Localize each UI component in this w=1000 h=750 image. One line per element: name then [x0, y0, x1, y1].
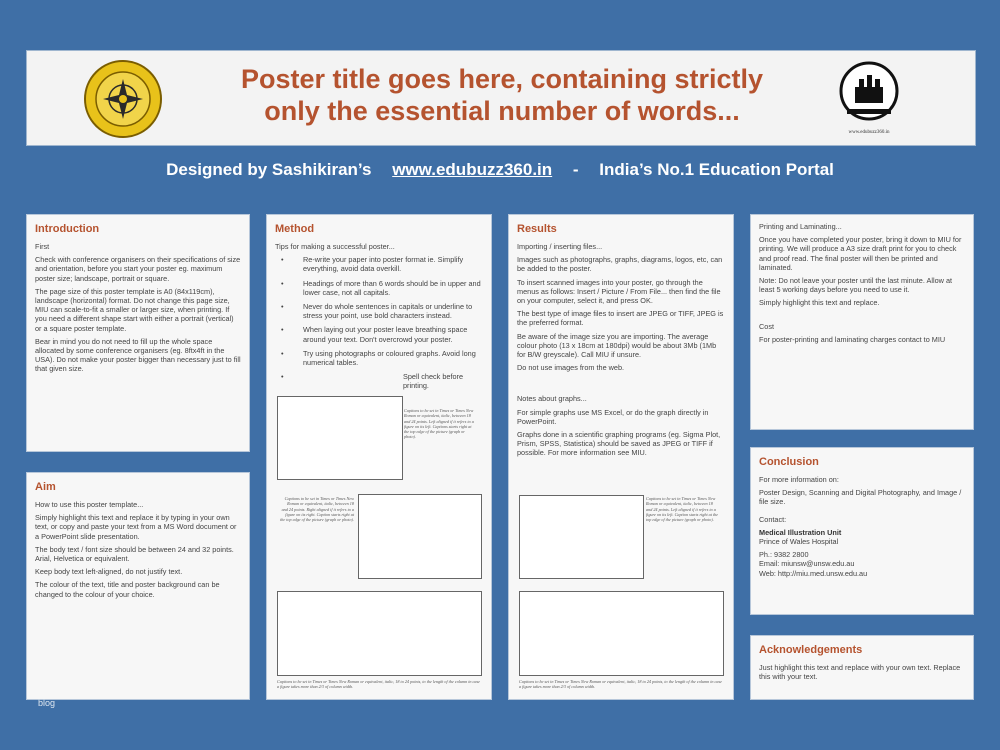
contact-email[interactable]: Email: miunsw@unsw.edu.au	[759, 559, 855, 569]
poster-title-line1: Poster title goes here, containing strictly	[240, 64, 764, 94]
results-figure-2	[519, 591, 724, 676]
method-tips-list	[275, 255, 483, 390]
graphs-note: Notes about graphs...	[517, 394, 587, 404]
introduction-para: The page size of this poster template is A0 (84x119cm), landscape (horizontal) format. Do not change this page size, MIU can scale-to-fit a smaller or larger size, when printing. If you need a different shape start with either a portrait (vertical) or a square poster template.	[35, 286, 234, 333]
aim-heading: Aim	[35, 481, 56, 493]
acknowledgements-panel	[750, 635, 974, 700]
designed-by-text: Designed by Sashikiran’s	[166, 160, 372, 179]
byline	[0, 160, 1000, 180]
university-logo-right	[833, 61, 905, 141]
method-tip: • Headings of more than 6 words should be in upper and lower case, not all capitals.	[303, 279, 483, 297]
introduction-para: Check with conference organisers on their specifications of size and orientation, before you start your poster eg. maximum poster size; landscape, portrait or square.	[35, 255, 241, 283]
contact-line: Ph.: 9382 2800	[759, 550, 809, 560]
conclusion-heading: Conclusion	[759, 456, 819, 468]
results-para: Importing / inserting files...	[517, 242, 603, 251]
method-caption-1: Captions to be set in Times or Times New Roman or equivalent, italic, between 18 and 24 points. Left aligned if it refers to a figure on its left. Captions starts right at the top edge of the picture (graph or photo).	[404, 408, 474, 440]
method-tip: • Spell check before printing.	[303, 372, 483, 390]
results-spacer	[517, 376, 725, 394]
conclusion-para: For more information on:	[759, 475, 839, 484]
blog-watermark: blog	[38, 698, 56, 708]
right-logo-caption: www.edubuzz360.in	[848, 130, 890, 135]
acknowledgements-text: Just highlight this text and replace with your own text. Replace this with your text.	[759, 663, 961, 682]
university-emblem-icon	[833, 61, 905, 125]
conclusion-para: Poster Design, Scanning and Digital Photography, and Image / file size.	[759, 488, 962, 507]
poster-title	[167, 63, 837, 127]
printing-para: Printing and Laminating...	[759, 222, 842, 231]
university-seal-logo-left	[83, 59, 163, 139]
method-intro: Tips for making a successful poster...	[275, 242, 395, 251]
tagline-text: India’s No.1 Education Portal	[599, 160, 834, 179]
printing-para: Note: Do not leave your poster until the last minute. Allow at least 5 working days before you need to use it.	[759, 276, 953, 295]
method-caption-2: Captions to be set in Times or Times New Roman or equivalent, italic, between 18 and 24 points. Right aligned if it refers to a figure on its right. Caption starts right at the top edge of the picture (graph or photo).	[280, 496, 354, 523]
introduction-heading: Introduction	[35, 223, 100, 235]
results-para: Be aware of the image size you are importing. The average colour photo (13 x 18cm at 180dpi) would be about 3Mb (1Mb for B/W greyscale). Call MIU if unsure.	[517, 331, 717, 360]
introduction-para: First	[35, 242, 50, 251]
printing-para: For poster-printing and laminating charges contact to MIU	[759, 334, 946, 344]
results-caption-2: Captions to be set in Times or Times New Roman or equivalent, italic, 18 to 24 points, to the length of the column in case a figure takes more than 2/3 of column width.	[519, 679, 722, 690]
graphs-note: For simple graphs use MS Excel, or do the graph directly in PowerPoint.	[517, 407, 709, 426]
printing-para: Cost	[759, 321, 775, 331]
aim-para: How to use this poster template...	[35, 500, 144, 509]
results-para: Do not use images from the web.	[517, 363, 625, 373]
aim-panel	[26, 472, 250, 700]
aim-para: Keep body text left-aligned, do not justify text.	[35, 567, 183, 577]
printing-panel	[750, 214, 974, 430]
contact-name-text: Medical Illustration Unit	[759, 527, 842, 537]
method-tip: • Try using photographs or coloured graphs. Avoid long numerical tables.	[303, 349, 483, 367]
website-link[interactable]: www.edubuzz360.in	[392, 160, 553, 179]
poster-header	[26, 50, 976, 146]
method-heading: Method	[275, 223, 315, 235]
conclusion-para: Contact:	[759, 514, 787, 524]
aim-para: The body text / font size should be between 24 and 32 points. Arial, Helvetica or equivalent.	[35, 544, 234, 564]
graphs-note: Graphs done in a scientific graphing programs (eg. Sigma Plot, Prism, SPSS, Statistica) should be saved as JPEG or TIFF if possible. For more information see MIU.	[517, 430, 721, 458]
method-figure-2	[358, 494, 482, 579]
introduction-para: Bear in mind you do not need to fill up the whole space allocated by some conference organisers (eg. 8ftx4ft in the USA). Do not make your poster bigger than necessary just to fill that given size.	[35, 336, 241, 374]
method-tip: • Re-write your paper into poster format ie. Simplify everything, avoid data overkill.	[303, 255, 483, 273]
printing-para: Simply highlight this text and replace.	[759, 298, 880, 308]
method-tip: • Never do whole sentences in capitals or underline to stress your point, use bold characters instead.	[303, 302, 483, 320]
method-figure-3	[277, 591, 482, 676]
aim-para: The colour of the text, title and poster background can be changed to the colour of your choice.	[35, 580, 220, 599]
results-para: The best type of image files to insert are JPEG or TIFF, JPEG is the preferred format.	[517, 309, 724, 328]
results-caption-1: Captions to be set in Times or Times New Roman or equivalent, italic, between 18 and 24 points. Left aligned if it refers to a figure on its left. Caption starts right at the top edge of the picture (graph or photo).	[646, 496, 719, 523]
contact-web[interactable]: Web: http://miu.med.unsw.edu.au	[759, 568, 868, 578]
acknowledgements-heading: Acknowledgements	[759, 644, 863, 656]
introduction-panel	[26, 214, 250, 452]
poster-title-line2: only the essential number of words...	[264, 96, 740, 126]
contact-name	[759, 528, 965, 537]
aim-para: Simply highlight this text and replace it by typing in your own text, or copy and paste your text from a MS Word document or a PowerPoint slide presentation.	[35, 513, 237, 541]
conclusion-panel	[750, 447, 974, 615]
method-figure-1	[277, 396, 403, 480]
contact-line: Prince of Wales Hospital	[759, 537, 839, 547]
results-figure-1	[519, 495, 644, 579]
method-tip: • When laying out your poster leave breathing space around your text. Don't overcrowd your poster.	[303, 325, 483, 343]
results-heading: Results	[517, 223, 557, 235]
byline-separator: -	[572, 160, 579, 179]
printing-para: Once you have completed your poster, bring it down to MIU for printing. We will produce a A3 size draft print for you to check and proof read. The final poster will then be printed and laminated.	[759, 235, 962, 272]
results-para: To insert scanned images into your poster, go through the menus as follows: Insert / Picture / From File... then find the file on your computer, select it, and press OK.	[517, 277, 721, 306]
method-caption-3: Captions to be set in Times or Times New Roman or equivalent, italic, 18 to 24 points, to the length of the column in case a figure takes more than 2/3 of column width.	[277, 679, 480, 690]
results-para: Images such as photographs, graphs, diagrams, logos, etc, can be added to the poster.	[517, 255, 723, 274]
